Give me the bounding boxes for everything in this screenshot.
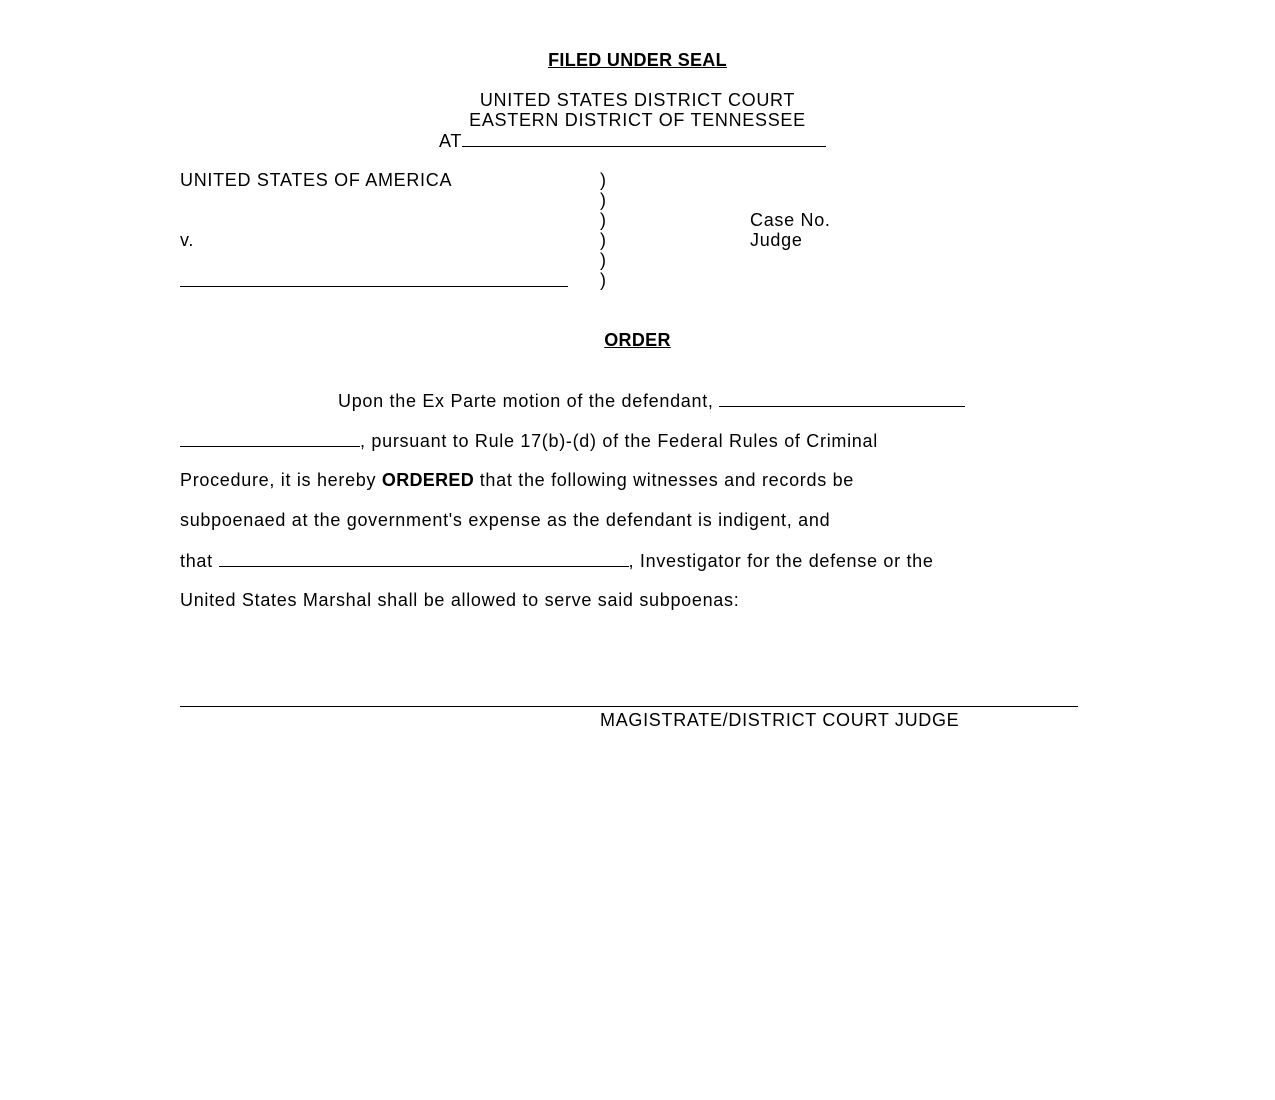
- case-number-label: Case No.: [750, 210, 831, 230]
- defendant-name-blank: [180, 270, 568, 291]
- caption-paren: ): [600, 210, 607, 230]
- filed-under-seal-heading: FILED UNDER SEAL: [548, 50, 727, 70]
- judge-label: Judge: [750, 230, 803, 250]
- signature-line: [180, 706, 1078, 707]
- court-location-line: [439, 130, 826, 151]
- at-label: AT: [439, 131, 463, 151]
- caption-paren: ): [600, 230, 607, 250]
- court-name: UNITED STATES DISTRICT COURT: [479, 90, 796, 110]
- location-blank: [462, 130, 826, 147]
- body-line-1: Upon the Ex Parte motion of the defendant,: [338, 390, 965, 411]
- ordered-emphasis: ORDERED: [381, 470, 475, 490]
- versus-label: v.: [180, 230, 195, 250]
- investigator-blank: [219, 550, 629, 567]
- caption-paren: ): [600, 250, 607, 270]
- defendant-blank-continued: [180, 430, 360, 447]
- plaintiff-name: UNITED STATES OF AMERICA: [180, 170, 453, 190]
- court-district: EASTERN DISTRICT OF TENNESSEE: [469, 110, 806, 130]
- caption-paren: ): [600, 190, 607, 210]
- body-line-4: subpoenaed at the government's expense as the defendant is indigent, and: [180, 510, 831, 530]
- signature-label: MAGISTRATE/DISTRICT COURT JUDGE: [600, 710, 960, 730]
- defendant-blank: [719, 390, 965, 407]
- caption-paren: ): [600, 170, 607, 190]
- caption-paren: ): [600, 270, 607, 290]
- body-line-3: Procedure, it is hereby ORDERED that the following witnesses and records be: [180, 470, 855, 490]
- body-line-6: United States Marshal shall be allowed to serve said subpoenas:: [180, 590, 740, 610]
- body-line-5: that , Investigator for the defense or the: [180, 551, 934, 571]
- body-line-2: , pursuant to Rule 17(b)-(d) of the Federal Rules of Criminal: [180, 430, 878, 451]
- order-title: ORDER: [604, 330, 671, 350]
